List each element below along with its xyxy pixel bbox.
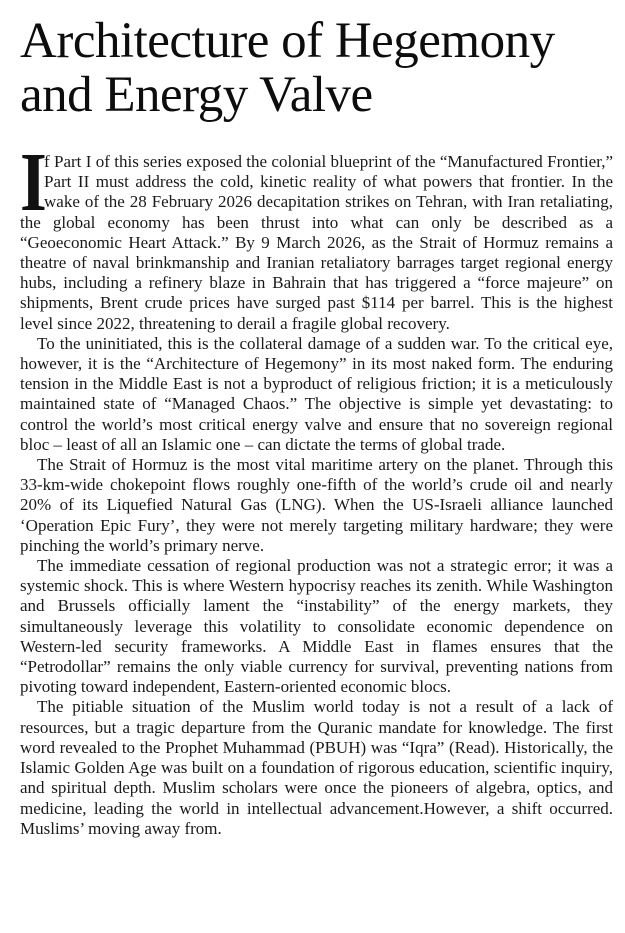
paragraph-3: The Strait of Hormuz is the most vital maritime artery on the planet. Through this 33-km-wide chokepoint flows roughly one-fifth of the world’s crude oil and nearly 20% of its Liquefied Natural Gas (LNG). When the US-Israeli alliance launched ‘Operation Epic Fury’, they were not merely targeting military hardware; they were pinching the world’s primary nerve. <box>20 455 613 555</box>
drop-cap: I <box>20 136 47 229</box>
paragraph-4: The immediate cessation of regional production was not a strategic error; it was a systemic shock. This is where Western hypocrisy reaches its zenith. While Washington and Brussels officially lament the “instability” of the energy markets, they simultaneously leverage this volatility to consolidate economic dependence on Western-led security frameworks. A Middle East in flames ensures that the “Petrodollar” remains the only viable currency for survival, preventing nations from pivoting toward independent, Eastern-oriented economic blocs. <box>20 556 613 697</box>
article-body <box>20 136 613 839</box>
article-headline <box>20 14 613 122</box>
headline-line-1: Architecture of Hegemony <box>20 13 555 69</box>
paragraph-5: The pitiable situation of the Muslim world today is not a result of a lack of resources, but a tragic departure from the Quranic mandate for knowledge. The first word revealed to the Prophet Muhammad (PBUH) was “Iqra” (Read). Historically, the Islamic Golden Age was built on a foundation of rigorous education, scientific inquiry, and spiritual depth. Muslim scholars were once the pioneers of algebra, optics, and medicine, leading the world in intellectual advancement.However, a shift occurred. Muslims’ moving away from. <box>20 697 613 838</box>
headline-line-2: and Energy Valve <box>20 67 373 123</box>
paragraph-1-text: f Part I of this series exposed the colonial blueprint of the “Manufactured Frontier,” Part II must address the cold, kinetic reality of what powers that frontier. In the wake of the 28 February 2026 decapitation strikes on Tehran, with Iran retaliating, the global economy has been thrust into what can only be described as a “Geoeconomic Heart Attack.” By 9 March 2026, as the Strait of Hormuz remains a theatre of naval brinkmanship and Iranian retaliatory barrages target regional energy hubs, including a refinery blaze in Bahrain that has triggered a “force majeure” on shipments, Brent crude prices have surged past $114 per barrel. This is the highest level since 2022, threatening to derail a fragile global recovery. <box>20 152 613 333</box>
paragraph-1 <box>20 136 613 334</box>
paragraph-2: To the uninitiated, this is the collateral damage of a sudden war. To the critical eye, however, it is the “Architecture of Hegemony” in its most naked form. The enduring tension in the Middle East is not a byproduct of religious friction; it is a meticulously maintained state of “Managed Chaos.” The objective is simple yet devastating: to control the world’s most critical energy valve and ensure that no sovereign regional bloc – least of all an Islamic one – can dictate the terms of global trade. <box>20 333 613 454</box>
